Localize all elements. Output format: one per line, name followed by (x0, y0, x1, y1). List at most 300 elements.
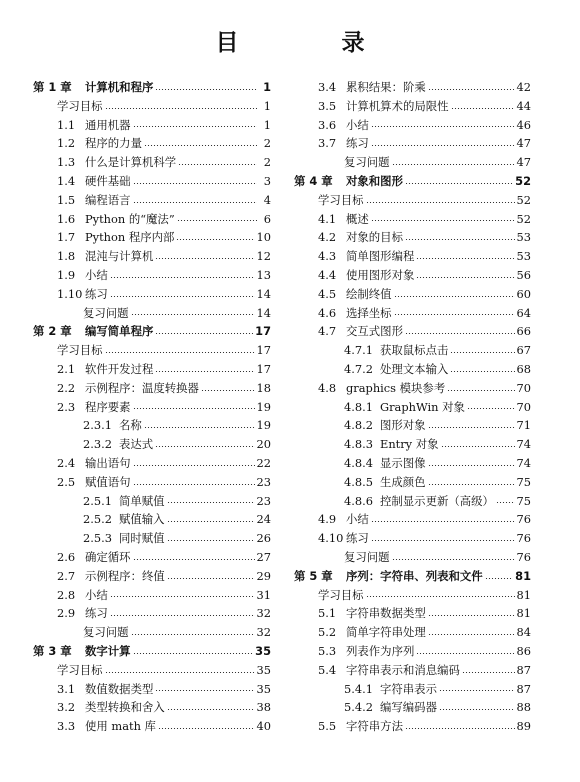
toc-page-number: 47 (516, 136, 531, 151)
toc-page-number: 75 (516, 474, 531, 489)
dot-leader (133, 465, 255, 466)
toc-entry (294, 435, 531, 454)
toc-entry-title: 程序要素 (85, 399, 131, 414)
toc-entry (294, 285, 531, 304)
dot-leader (439, 690, 515, 691)
toc-entry-title: 小结 (85, 587, 108, 602)
toc-page-number: 44 (516, 98, 531, 113)
toc-entry-number: 3.5 (318, 98, 337, 113)
toc-page-number: 66 (516, 324, 531, 339)
toc-entry (33, 416, 271, 435)
dot-leader (133, 126, 257, 127)
toc-entry-number: 2.5 (57, 474, 76, 489)
toc-entry (294, 247, 531, 266)
toc-entry-number: 4.3 (318, 249, 337, 264)
toc-column-right (294, 78, 531, 736)
dot-leader (155, 371, 254, 372)
toc-page-number: 88 (516, 700, 531, 715)
toc-page-number: 76 (516, 531, 531, 546)
toc-page-number: 2 (263, 155, 271, 170)
toc-entry-number: 4.10 (318, 531, 344, 546)
toc-page-number: 23 (256, 493, 271, 508)
dot-leader (462, 672, 515, 673)
toc-entry (33, 473, 271, 492)
toc-entry-title: graphics 模块参考 (346, 380, 446, 395)
toc-entry-number: 4.7 (318, 324, 337, 339)
dot-leader (167, 709, 255, 710)
toc-entry-number: 2.6 (57, 549, 76, 564)
toc-page-number: 87 (516, 662, 531, 677)
toc-page-number: 71 (516, 418, 531, 433)
toc-page-number: 84 (516, 625, 531, 640)
toc-page-number: 26 (256, 531, 271, 546)
toc-page-number: 76 (516, 512, 531, 527)
toc-entry (33, 510, 271, 529)
toc-page-number: 86 (516, 643, 531, 658)
toc-entry-title: 处理文本输入 (380, 361, 449, 376)
toc-column-left (33, 78, 271, 736)
toc-page-number: 40 (256, 719, 271, 734)
toc-entry-number: 4.8.3 (344, 437, 373, 452)
dot-leader (155, 446, 254, 447)
toc-entry-title: 练习 (346, 531, 369, 546)
toc-entry-title: 复习问题 (344, 549, 390, 564)
toc-entry-title: GraphWin 对象 (380, 399, 465, 414)
toc-entry-number: 第 5 章 (294, 568, 333, 583)
toc-entry (33, 228, 271, 247)
toc-entry (294, 473, 531, 492)
dot-leader (110, 615, 255, 616)
toc-page-number: 17 (256, 343, 271, 358)
toc-entry-number: 4.8.1 (344, 399, 373, 414)
toc-entry (33, 548, 271, 567)
toc-page-number: 70 (516, 399, 531, 414)
toc-entry (33, 586, 271, 605)
toc-entry-title: 对象的目标 (346, 230, 403, 245)
toc-page-number: 17 (255, 324, 271, 339)
toc-entry-title: 赋值语句 (85, 474, 131, 489)
toc-page-number: 35 (255, 643, 271, 658)
toc-page-number: 52 (515, 173, 531, 188)
toc-entry-number: 4.6 (318, 305, 337, 320)
dot-leader (405, 333, 515, 334)
toc-entry-number: 第 2 章 (33, 324, 72, 339)
toc-entry (33, 698, 271, 717)
toc-page-number: 14 (256, 305, 271, 320)
toc-entry-title: 编程语言 (85, 192, 131, 207)
toc-entry-number: 1.2 (57, 136, 76, 151)
toc-entry-number: 5.4.1 (344, 681, 373, 696)
toc-entry (33, 266, 271, 285)
toc-entry-title: 硬件基础 (85, 173, 131, 188)
toc-page-number: 53 (516, 249, 531, 264)
toc-entry (294, 228, 531, 247)
toc-entry-title: 编写编码器 (380, 700, 437, 715)
dot-leader (131, 314, 255, 315)
toc-entry-number: 5.5 (318, 719, 337, 734)
toc-entry-number: 5.4 (318, 662, 337, 677)
dot-leader (158, 728, 255, 729)
toc-entry-title: 编写简单程序 (85, 324, 154, 339)
toc-entry (294, 191, 531, 210)
dot-leader (405, 728, 515, 729)
toc-entry (33, 134, 271, 153)
toc-entry-title: 简单赋值 (119, 493, 165, 508)
toc-entry-title: 计算机算术的局限性 (346, 98, 449, 113)
toc-entry-title: 使用 math 库 (85, 719, 156, 734)
toc-entry-title: 显示图像 (380, 455, 426, 470)
toc-page-number: 1 (263, 117, 271, 132)
toc-page-number: 38 (256, 700, 271, 715)
toc-entry-title: 确定循环 (85, 549, 131, 564)
toc-page-number: 2 (263, 136, 271, 151)
toc-chapter-entry (33, 642, 271, 661)
toc-entry-title: Entry 对象 (380, 437, 439, 452)
toc-entry-number: 5.3 (318, 643, 337, 658)
toc-entry (294, 97, 531, 116)
toc-entry-title: 学习目标 (318, 587, 364, 602)
dot-leader (428, 484, 515, 485)
toc-entry-number: 2.7 (57, 568, 76, 583)
toc-entry-number: 5.1 (318, 606, 337, 621)
toc-entry-title: 小结 (346, 512, 369, 527)
toc-entry-number: 1.10 (57, 286, 83, 301)
toc-entry-title: 数字计算 (85, 643, 131, 658)
toc-entry-title: 使用图形对象 (346, 267, 415, 282)
toc-entry-number: 4.7.1 (344, 343, 373, 358)
toc-entry-number: 5.2 (318, 625, 337, 640)
toc-entry-title: 学习目标 (318, 192, 364, 207)
toc-page-number: 31 (256, 587, 271, 602)
toc-entry-number: 1.3 (57, 155, 76, 170)
toc-page-number: 27 (256, 549, 271, 564)
toc-entry-title: 概述 (346, 211, 369, 226)
dot-leader (155, 690, 254, 691)
toc-page-number: 53 (516, 230, 531, 245)
toc-entry (33, 379, 271, 398)
dot-leader (167, 540, 255, 541)
toc-entry-number: 4.5 (318, 286, 337, 301)
toc-page-number: 89 (516, 719, 531, 734)
dot-leader (144, 427, 255, 428)
toc-entry-title: 小结 (346, 117, 369, 132)
toc-entry-title: 绘制终值 (346, 286, 392, 301)
toc-entry-number: 1.5 (57, 192, 76, 207)
toc-entry-title: 复习问题 (83, 305, 129, 320)
toc-entry-number: 1.4 (57, 173, 76, 188)
toc-entry-number: 2.9 (57, 606, 76, 621)
toc-entry-title: 交互式图形 (346, 324, 403, 339)
toc-entry (294, 529, 531, 548)
toc-entry-number: 2.1 (57, 361, 76, 376)
dot-leader (416, 277, 514, 278)
toc-entry-number: 第 1 章 (33, 80, 72, 94)
toc-entry-number: 3.3 (57, 719, 76, 734)
toc-entry (33, 210, 271, 229)
dot-leader (144, 145, 257, 146)
toc-entry-number: 2.4 (57, 455, 76, 470)
toc-page-number: 74 (516, 437, 531, 452)
dot-leader (371, 220, 515, 221)
toc-entry-number: 4.9 (318, 512, 337, 527)
dot-leader (133, 183, 257, 184)
toc-page-number: 81 (515, 568, 531, 583)
toc-entry-number: 4.7.2 (344, 361, 373, 376)
dot-leader (110, 296, 255, 297)
toc-entry (33, 285, 271, 304)
toc-page-number: 19 (256, 399, 271, 414)
toc-entry-title: 程序的力量 (85, 136, 142, 151)
toc-entry-title: 名称 (119, 418, 142, 433)
toc-page-number: 35 (256, 681, 271, 696)
dot-leader (371, 540, 515, 541)
toc-entry-title: 对象和图形 (346, 173, 403, 188)
dot-leader (105, 672, 255, 673)
toc-entry (33, 97, 271, 116)
dot-leader (428, 465, 515, 466)
toc-page-number: 70 (516, 380, 531, 395)
toc-entry (33, 604, 271, 623)
dot-leader (105, 108, 257, 109)
toc-entry-number: 2.5.3 (83, 531, 112, 546)
dot-leader (371, 145, 515, 146)
toc-chapter-entry (294, 172, 531, 191)
toc-entry-title: 练习 (85, 606, 108, 621)
toc-entry (33, 304, 271, 323)
toc-entry (33, 529, 271, 548)
toc-entry-number: 2.5.2 (83, 512, 112, 527)
dot-leader (131, 634, 255, 635)
toc-entry-number: 4.4 (318, 267, 337, 282)
toc-entry-number: 2.3.2 (83, 437, 112, 452)
toc-entry-number: 3.7 (318, 136, 337, 151)
toc-entry (294, 266, 531, 285)
toc-page-number: 46 (516, 117, 531, 132)
toc-page-number: 32 (256, 625, 271, 640)
toc-entry-title: 字符串表示 (380, 681, 437, 696)
toc-page-number: 13 (256, 267, 271, 282)
toc-entry (33, 341, 271, 360)
toc-entry (294, 134, 531, 153)
toc-entry (33, 435, 271, 454)
dot-leader (366, 202, 515, 203)
dot-leader (405, 239, 515, 240)
toc-entry (294, 454, 531, 473)
toc-entry (294, 78, 531, 97)
toc-entry-title: 什么是计算机科学 (85, 155, 177, 170)
dot-leader (450, 352, 514, 353)
dot-leader (447, 390, 514, 391)
toc-page-number: 22 (256, 455, 271, 470)
toc-entry (294, 680, 531, 699)
toc-entry-title: 累积结果：阶乘 (346, 80, 426, 94)
dot-leader (133, 559, 255, 560)
toc-entry-title: 小结 (85, 267, 108, 282)
toc-entry-number: 1.8 (57, 249, 76, 264)
toc-entry (33, 454, 271, 473)
toc-entry (294, 398, 531, 417)
toc-entry-title: 输出语句 (85, 455, 131, 470)
toc-page-number: 4 (263, 192, 271, 207)
toc-page-number: 19 (256, 418, 271, 433)
toc-entry-number: 3.1 (57, 681, 76, 696)
toc-entry (294, 116, 531, 135)
toc-entry (294, 698, 531, 717)
toc-page-number: 47 (516, 155, 531, 170)
toc-entry-title: 字符串数据类型 (346, 606, 426, 621)
toc-entry (294, 322, 531, 341)
dot-leader (155, 333, 253, 334)
toc-page-number: 12 (256, 249, 271, 264)
toc-entry (294, 210, 531, 229)
dot-leader (394, 314, 515, 315)
dot-leader (133, 202, 257, 203)
toc-page-number: 42 (516, 80, 531, 94)
toc-chapter-entry (33, 78, 271, 97)
toc-entry-number: 4.1 (318, 211, 337, 226)
toc-entry-title: 示例程序：终值 (85, 568, 165, 583)
toc-entry-title: 复习问题 (83, 625, 129, 640)
dot-leader (133, 653, 254, 654)
toc-page-number: 14 (256, 286, 271, 301)
toc-entry (294, 341, 531, 360)
toc-entry (33, 567, 271, 586)
toc-entry (294, 586, 531, 605)
toc-entry-title: 赋值输入 (119, 512, 165, 527)
toc-entry-title: 示例程序：温度转换器 (85, 380, 199, 395)
dot-leader (133, 484, 255, 485)
toc-entry-title: 复习问题 (344, 155, 390, 170)
toc-entry-title: 列表作为序列 (346, 643, 415, 658)
dot-leader (392, 164, 515, 165)
toc-entry-title: 简单字符串处理 (346, 625, 426, 640)
toc-entry-title: 练习 (85, 286, 108, 301)
toc-entry (294, 379, 531, 398)
toc-page-number: 24 (256, 512, 271, 527)
toc-page-number: 17 (256, 361, 271, 376)
toc-entry-title: 同时赋值 (119, 531, 165, 546)
dot-leader (371, 126, 515, 127)
dot-leader (110, 277, 255, 278)
toc-entry-title: 选择坐标 (346, 305, 392, 320)
dot-leader (155, 89, 257, 90)
toc-entry (33, 191, 271, 210)
toc-entry (294, 304, 531, 323)
toc-page-number: 68 (516, 361, 531, 376)
toc-entry-title: 生成颜色 (380, 474, 426, 489)
dot-leader (392, 559, 515, 560)
dot-leader (167, 502, 255, 503)
toc-page-number: 35 (256, 662, 271, 677)
toc-page-number: 6 (263, 211, 271, 226)
toc-entry-number: 3.4 (318, 80, 337, 94)
toc-chapter-entry (294, 567, 531, 586)
toc-entry (33, 360, 271, 379)
dot-leader (201, 390, 255, 391)
toc-page-number: 56 (516, 267, 531, 282)
toc-entry-number: 2.5.1 (83, 493, 112, 508)
toc-entry (294, 661, 531, 680)
toc-entry (294, 642, 531, 661)
toc-entry-number: 4.2 (318, 230, 337, 245)
toc-page-number: 32 (256, 606, 271, 621)
toc-entry-number: 3.6 (318, 117, 337, 132)
dot-leader (441, 446, 515, 447)
dot-leader (371, 521, 515, 522)
toc-entry (294, 548, 531, 567)
toc-entry-number: 1.7 (57, 230, 76, 245)
toc-page-number: 81 (516, 606, 531, 621)
toc-page-number: 64 (516, 305, 531, 320)
toc-entry-number: 5.4.2 (344, 700, 373, 715)
toc-entry-number: 2.3.1 (83, 418, 112, 433)
dot-leader (439, 709, 515, 710)
dot-leader (428, 615, 515, 616)
toc-entry-number: 2.8 (57, 587, 76, 602)
toc-entry-title: 类型转换和舍入 (85, 700, 165, 715)
toc-entry-number: 1.9 (57, 267, 76, 282)
toc-entry-title: 简单图形编程 (346, 249, 415, 264)
dot-leader (405, 183, 513, 184)
toc-entry-title: 字符串方法 (346, 719, 403, 734)
toc-entry-title: 学习目标 (57, 343, 103, 358)
toc-entry (294, 717, 531, 736)
toc-entry-number: 4.8.5 (344, 474, 373, 489)
toc-entry-title: 通用机器 (85, 117, 131, 132)
toc-entry-title: 练习 (346, 136, 369, 151)
toc-page-number: 87 (516, 681, 531, 696)
toc-entry (33, 717, 271, 736)
dot-leader (467, 408, 515, 409)
dot-leader (394, 296, 515, 297)
toc-entry (294, 360, 531, 379)
toc-page-number: 1 (263, 80, 271, 94)
toc-entry (294, 153, 531, 172)
dot-leader (167, 578, 255, 579)
toc-entry-title: 数值数据类型 (85, 681, 154, 696)
toc-entry-title: 表达式 (119, 437, 154, 452)
dot-leader (105, 352, 255, 353)
toc-page-number: 1 (263, 98, 271, 113)
toc-entry-title: 软件开发过程 (85, 361, 154, 376)
dot-leader (133, 408, 255, 409)
dot-leader (485, 578, 513, 579)
toc-entry (33, 172, 271, 191)
toc-entry (33, 153, 271, 172)
dot-leader (366, 596, 515, 597)
toc-entry (33, 116, 271, 135)
toc-entry-title: 获取鼠标点击 (380, 343, 449, 358)
toc-entry (294, 623, 531, 642)
toc-page-number: 29 (256, 568, 271, 583)
toc-page-number: 81 (516, 587, 531, 602)
dot-leader (416, 258, 514, 259)
toc-entry (294, 510, 531, 529)
toc-entry-title: 计算机和程序 (85, 80, 154, 94)
toc-entry (294, 492, 531, 511)
dot-leader (110, 596, 255, 597)
toc-entry-number: 2.2 (57, 380, 76, 395)
dot-leader (178, 164, 257, 165)
toc-page-number: 23 (256, 474, 271, 489)
toc-entry-title: 图形对象 (380, 418, 426, 433)
toc-entry (33, 661, 271, 680)
toc-entry (294, 604, 531, 623)
toc-page-number: 18 (256, 380, 271, 395)
toc-entry (33, 247, 271, 266)
toc-entry-number: 4.8.6 (344, 493, 373, 508)
toc-entry (33, 623, 271, 642)
